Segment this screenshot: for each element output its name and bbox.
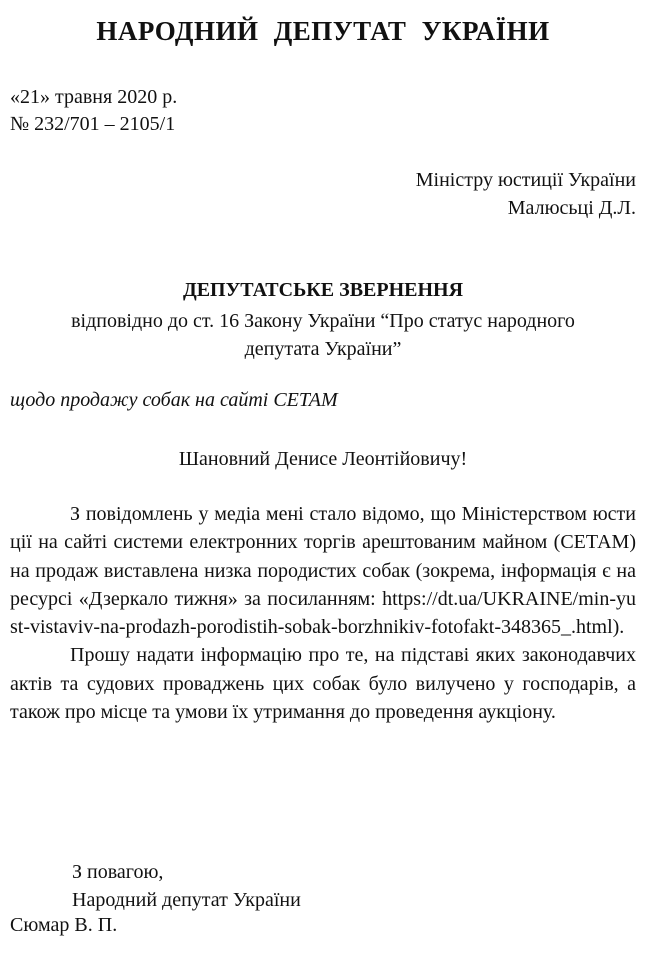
body-paragraph-2: Прошу надати інформацію про те, на підставі яких законодавчих актів та судових проваджень цих собак було вилучено у господарів, а також про місце та умови їх утримання до проведення аукціону. — [10, 644, 636, 724]
closing-block — [72, 858, 301, 914]
addressee-position: Міністру юстиції України — [415, 169, 636, 191]
closing-position: Народний депутат України — [72, 889, 301, 911]
salutation: Шановний Денисе Леонтійовичу! — [178, 448, 468, 470]
document-subtitle — [0, 307, 646, 363]
document-number: № 232/701 – 2105/1 — [10, 113, 176, 135]
addressee-name: Малюсьці Д.Л. — [507, 197, 636, 219]
document-meta — [10, 84, 177, 138]
body-paragraph-1: З повідомлень у медіа мені стало відомо, що Міністерством юстиції на сайті системи електронних торгів арештованим майном (СЕТАМ) на продаж виставлена низка породистих собак (зокрема, інформація є на ресурсі «Дзеркало тижня» за посиланням: https://dt.ua/UKRAINE/min-yust-vistaviv-na-prodazh-porodistih-sobak-borzhnikiv-fotofakt-348365_.html). — [10, 503, 636, 639]
document-subtitle-line1: відповідно до ст. 16 Закону України “Про статус народного — [71, 310, 575, 332]
signature-name: Сюмар В. П. — [10, 914, 118, 936]
document-subtitle-line2: депутата України” — [244, 338, 402, 360]
document-date: «21» травня 2020 р. — [10, 86, 178, 108]
closing-regards: З повагою, — [72, 861, 164, 883]
letter-body — [10, 500, 636, 726]
document-title: ДЕПУТАТСЬКЕ ЗВЕРНЕННЯ — [182, 279, 464, 301]
addressee-block — [416, 166, 636, 222]
document-subject: щодо продажу собак на сайті СЕТАМ — [10, 389, 338, 411]
letterhead-title: НАРОДНИЙ ДЕПУТАТ УКРАЇНИ — [96, 16, 550, 46]
